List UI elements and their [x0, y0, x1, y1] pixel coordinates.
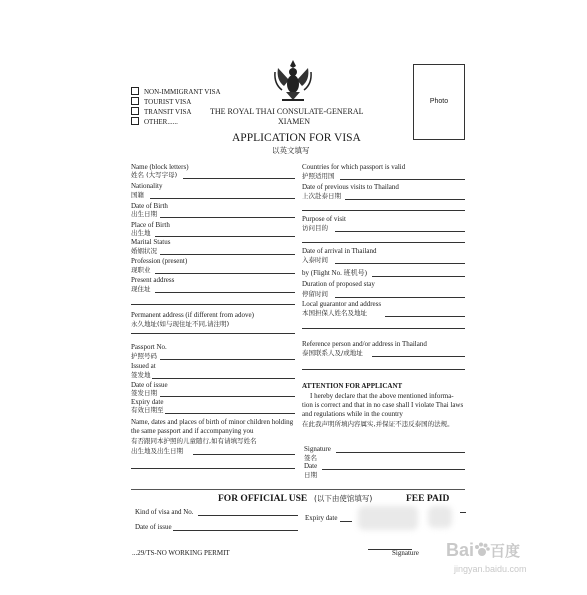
field-issued-at-label-cn: 签发地: [131, 371, 151, 379]
checkbox[interactable]: [131, 97, 139, 105]
field-profession-label-cn: 现职业: [131, 266, 151, 274]
field-name-label-cn: 姓名 (大写字母): [131, 171, 178, 179]
field-marital-input[interactable]: [160, 254, 295, 255]
field-reference-label: Reference person and/or address in Thailand: [302, 340, 427, 348]
fee-paid-input[interactable]: [460, 512, 466, 513]
field-flight-input[interactable]: [372, 276, 465, 277]
field-purpose-label: Purpose of visit: [302, 215, 346, 223]
date-label-cn: 日期: [304, 471, 317, 479]
field-expiry-label: Expiry date: [131, 398, 164, 406]
field-purpose-input[interactable]: [335, 231, 465, 232]
field-marital-label: Marital Status: [131, 238, 171, 246]
field-prev-visits-label-cn: 上次赴泰日期: [302, 192, 341, 200]
date-input[interactable]: [322, 469, 465, 470]
form-subtitle: 以英文填写: [272, 146, 310, 155]
visa-type-transit[interactable]: TRANSIT VISA: [131, 107, 191, 116]
field-nationality-label: Nationality: [131, 182, 163, 190]
visa-type-other[interactable]: OTHER......: [131, 117, 178, 126]
attention-line-2: tion is correct and that in no case shall I violate Thai laws: [302, 401, 464, 409]
field-date-issue-label-cn: 签发日期: [131, 389, 157, 397]
field-passport-input[interactable]: [160, 359, 295, 360]
field-expiry-label-cn: 有效日期至: [131, 406, 164, 414]
footer-permit-text: ...29/TS-NO WORKING PERMIT: [132, 549, 230, 557]
field-prev-visits-input-2[interactable]: [302, 210, 465, 211]
field-nationality-label-cn: 国籍: [131, 191, 144, 199]
consulate-name: THE ROYAL THAI CONSULATE-GENERAL: [210, 107, 364, 116]
signature-label-cn: 签名: [304, 454, 317, 462]
photo-label: Photo: [429, 98, 449, 105]
field-arrival-label: Date of arrival in Thailand: [302, 247, 377, 255]
checkbox[interactable]: [131, 87, 139, 95]
field-pob-label: Place of Birth: [131, 221, 170, 229]
field-guarantor-input-2[interactable]: [302, 328, 465, 329]
field-guarantor-label: Local guarantor and address: [302, 300, 382, 308]
footer-signature-label: Signature: [392, 549, 419, 557]
field-perm-address-label-cn: 永久地址(如与现住址不同,请注明): [131, 320, 230, 328]
field-perm-address-input[interactable]: [131, 333, 295, 334]
field-address-label-cn: 现住址: [131, 285, 151, 293]
field-dob-label: Date of Birth: [131, 202, 168, 210]
official-expiry-label: Expiry date: [305, 514, 338, 522]
field-prev-visits-input[interactable]: [345, 199, 465, 200]
field-guarantor-label-cn: 本国担保人姓名及地址: [302, 309, 367, 317]
field-date-issue-input[interactable]: [160, 396, 295, 397]
official-expiry-input[interactable]: [340, 521, 352, 522]
redacted-area: [428, 506, 452, 528]
date-label: Date: [304, 462, 318, 470]
field-duration-input[interactable]: [335, 297, 465, 298]
official-separator: [131, 489, 465, 490]
attention-title: ATTENTION FOR APPLICANT: [302, 382, 403, 390]
field-address-label: Present address: [131, 276, 175, 284]
field-passport-label: Passport No.: [131, 343, 167, 351]
field-marital-label-cn: 婚姻状况: [131, 247, 157, 255]
field-profession-input[interactable]: [155, 273, 295, 274]
visa-type-tourist[interactable]: TOURIST VISA: [131, 97, 191, 106]
field-guarantor-input[interactable]: [385, 316, 465, 317]
field-arrival-input[interactable]: [335, 263, 465, 264]
attention-line-3: and regulations while in the country: [302, 410, 403, 418]
official-date-issue-input[interactable]: [173, 530, 298, 531]
visa-type-non-immigrant[interactable]: NON-IMMIGRANT VISA: [131, 87, 221, 96]
field-reference-input[interactable]: [372, 356, 465, 357]
field-children-label-cn-2: 出生地及出生日期: [131, 447, 183, 455]
redacted-area: [358, 506, 418, 530]
consulate-city: XIAMEN: [278, 117, 310, 126]
official-kind-label: Kind of visa and No.: [135, 508, 194, 516]
field-arrival-label-cn: 入泰时间: [302, 256, 328, 264]
field-reference-input-2[interactable]: [302, 369, 465, 370]
field-passport-label-cn: 护照号码: [131, 352, 157, 360]
field-purpose-input-2[interactable]: [302, 242, 465, 243]
field-perm-address-label: Permanent address (if different from adove): [131, 311, 254, 319]
photo-box[interactable]: [413, 64, 465, 140]
thai-garuda-emblem-icon: [272, 58, 314, 104]
field-purpose-label-cn: 访问目的: [302, 224, 328, 232]
watermark-brand: Bai 百度: [446, 540, 521, 560]
field-children-input[interactable]: [193, 454, 295, 455]
official-date-issue-label: Date of issue: [135, 523, 172, 531]
field-reference-label-cn: 泰国联系人及/或地址: [302, 349, 363, 357]
baidu-paw-icon: [474, 542, 490, 558]
checkbox[interactable]: [131, 117, 139, 125]
field-flight-label: by (Flight No. 班机号): [302, 269, 367, 277]
field-issued-at-label: Issued at: [131, 362, 156, 370]
field-prev-visits-label: Date of previous visits to Thailand: [302, 183, 399, 191]
field-issued-at-input[interactable]: [152, 378, 295, 379]
field-countries-label-cn: 护照适用国: [302, 172, 335, 180]
form-title: APPLICATION FOR VISA: [232, 132, 361, 144]
signature-input[interactable]: [336, 452, 465, 453]
checkbox[interactable]: [131, 107, 139, 115]
official-kind-input[interactable]: [198, 515, 298, 516]
field-name-label: Name (block letters): [131, 163, 189, 171]
watermark-site: jingyan.baidu.com: [454, 564, 527, 574]
field-pob-input[interactable]: [155, 236, 295, 237]
field-dob-input[interactable]: [160, 217, 295, 218]
signature-label: Signature: [304, 445, 331, 453]
field-date-issue-label: Date of issue: [131, 381, 168, 389]
field-expiry-input[interactable]: [165, 413, 295, 414]
field-profession-label: Profession (present): [131, 257, 188, 265]
field-children-input-2[interactable]: [131, 468, 295, 469]
field-address-input-2[interactable]: [131, 304, 295, 305]
field-address-input[interactable]: [155, 292, 295, 293]
field-dob-label-cn: 出生日期: [131, 210, 157, 218]
field-countries-input[interactable]: [340, 179, 465, 180]
field-name-input[interactable]: [183, 178, 295, 179]
attention-line-cn: 在此我声明所填内容属实,并保证不违反泰国的法规。: [302, 420, 454, 428]
field-countries-label: Countries for which passport is valid: [302, 163, 406, 171]
field-duration-label-cn: 停留时间: [302, 290, 328, 298]
field-nationality-input[interactable]: [150, 198, 295, 199]
official-use-title: FOR OFFICIAL USE: [218, 494, 308, 504]
field-children-label-2: the same passport and if accompanying you: [131, 427, 254, 435]
attention-line-1: I hereby declare that the above mentioned informa-: [310, 392, 454, 400]
official-use-title-cn: (以下由使馆填写): [314, 494, 373, 503]
fee-paid-label: FEE PAID: [406, 494, 450, 504]
field-pob-label-cn: 出生地: [131, 229, 151, 237]
field-children-label-1: Name, dates and places of birth of minor children holding: [131, 418, 294, 426]
field-duration-label: Duration of proposed stay: [302, 280, 375, 288]
field-children-label-cn-1: 有否跟同本护照的儿童随行,如有请填写姓名: [131, 437, 257, 445]
